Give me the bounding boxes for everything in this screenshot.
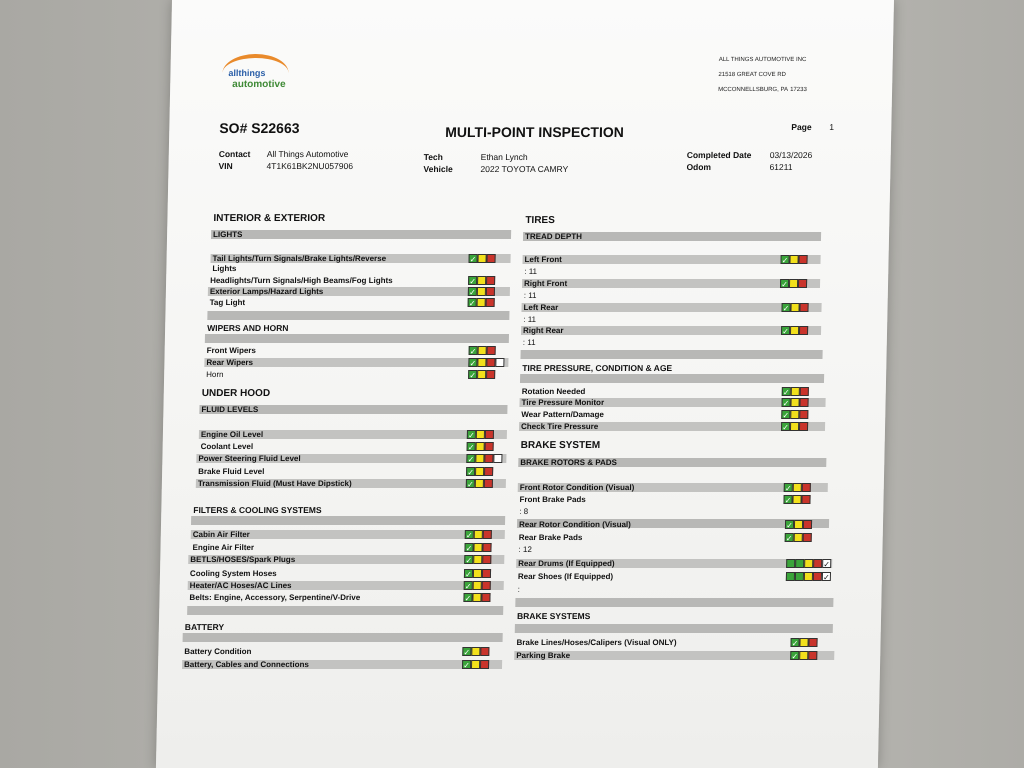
odom-value: 61211 xyxy=(769,162,793,172)
service-order-number: SO# S22663 xyxy=(219,120,300,136)
status-indicator: ✓ xyxy=(785,520,812,529)
row-rear-wipers: Rear Wipers ✓ xyxy=(204,358,508,367)
divider-bar xyxy=(515,598,833,607)
status-indicator: ✓ xyxy=(781,410,808,419)
status-indicator: ✓ xyxy=(783,495,810,504)
row-power-steering: Power Steering Fluid Level ✓ xyxy=(196,454,506,463)
status-indicator: ✓ xyxy=(786,572,831,581)
contact-label: Contact xyxy=(218,149,251,159)
company-city: MCCONNELLSBURG, PA xyxy=(718,87,789,93)
vin-label: VIN xyxy=(218,161,233,171)
section-tires: TIRES xyxy=(525,215,555,226)
inspection-sheet xyxy=(156,0,894,768)
row-front-wipers: Front Wipers ✓ xyxy=(205,346,509,355)
right-front-depth: : 11 xyxy=(523,291,537,300)
status-indicator: ✓ xyxy=(781,398,808,407)
company-logo xyxy=(222,54,293,98)
completed-date-value: 03/13/2026 xyxy=(769,150,813,160)
row-tail-lights: Tail Lights/Turn Signals/Brake Lights/Reverse ✓ xyxy=(210,254,510,263)
row-cabin-air-filter: Cabin Air Filter ✓ xyxy=(191,530,505,539)
row-battery-condition: Battery Condition ✓ xyxy=(182,647,502,656)
row-front-rotor: Front Rotor Condition (Visual) ✓ xyxy=(518,483,828,492)
status-indicator: ✓ xyxy=(464,543,491,552)
status-indicator: ✓ xyxy=(781,303,808,312)
section-brake-systems: BRAKE SYSTEMS xyxy=(516,611,591,621)
status-indicator: ✓ xyxy=(790,651,817,660)
row-right-front: Right Front ✓ xyxy=(522,279,820,288)
row-brake-lines: Brake Lines/Hoses/Calipers (Visual ONLY) ✓ xyxy=(514,638,834,647)
row-heater-ac: Heater/AC Hoses/AC Lines ✓ xyxy=(188,581,504,590)
tread-depth-bar: TREAD DEPTH xyxy=(523,232,821,241)
row-tag-light: Tag Light ✓ xyxy=(208,298,510,307)
rear-pads-value: : 12 xyxy=(518,545,532,554)
row-rear-drums: Rear Drums (If Equipped) ✓ xyxy=(516,559,832,568)
status-indicator: ✓ xyxy=(469,346,496,355)
divider-bar xyxy=(191,516,505,525)
status-indicator: ✓ xyxy=(781,422,808,431)
logo-text-1: allthings xyxy=(228,68,266,78)
status-indicator: ✓ xyxy=(785,533,812,542)
section-battery: BATTERY xyxy=(184,622,225,632)
status-indicator: ✓ xyxy=(782,387,809,396)
odom-label: Odom xyxy=(686,162,712,172)
status-indicator: ✓ xyxy=(467,430,494,439)
page-label: Page xyxy=(791,122,812,132)
row-belts-engine: Belts: Engine, Accessory, Serpentine/V-Drive ✓ xyxy=(187,593,503,602)
status-indicator: ✓ xyxy=(464,569,491,578)
status-indicator: ✓ xyxy=(786,559,831,568)
front-pads-value: : 8 xyxy=(519,507,529,516)
company-street: 21518 GREAT COVE RD xyxy=(718,72,786,78)
vin-value: 4T1K61BK2NU057906 xyxy=(266,161,354,171)
row-check-tire-pressure: Check Tire Pressure ✓ xyxy=(519,422,825,431)
status-indicator: ✓ xyxy=(780,279,807,288)
row-tire-pressure-monitor: Tire Pressure Monitor ✓ xyxy=(519,398,825,407)
status-indicator: ✓ xyxy=(468,254,495,263)
status-indicator: ✓ xyxy=(466,454,502,463)
divider-bar xyxy=(207,311,509,320)
rotors-pads-bar: BRAKE ROTORS & PADS xyxy=(518,458,826,467)
page-number: 1 xyxy=(829,122,835,132)
row-parking-brake: Parking Brake ✓ xyxy=(514,651,834,660)
tech-value: Ethan Lynch xyxy=(480,152,528,162)
row-brake-fluid: Brake Fluid Level ✓ xyxy=(196,467,506,476)
row-headlights: Headlights/Turn Signals/High Beams/Fog Lights ✓ xyxy=(208,276,510,285)
row-front-brake-pads: Front Brake Pads ✓ xyxy=(517,495,827,504)
completed-date-label: Completed Date xyxy=(686,150,752,160)
section-wipers-horn: WIPERS AND HORN xyxy=(207,323,289,333)
status-indicator: ✓ xyxy=(790,638,817,647)
company-name: ALL THINGS AUTOMOTIVE INC xyxy=(718,57,807,63)
status-indicator: ✓ xyxy=(468,358,504,367)
right-rear-depth: : 11 xyxy=(522,338,536,347)
divider-bar xyxy=(520,374,824,383)
status-indicator: ✓ xyxy=(463,593,490,602)
status-indicator: ✓ xyxy=(462,660,489,669)
page-title: MULTI-POINT INSPECTION xyxy=(445,124,625,140)
contact-value: All Things Automotive xyxy=(266,149,349,159)
section-brake-system: BRAKE SYSTEM xyxy=(520,440,601,451)
divider-bar xyxy=(183,633,503,642)
row-rear-shoes: Rear Shoes (If Equipped) ✓ xyxy=(517,572,830,582)
row-engine-oil: Engine Oil Level ✓ xyxy=(199,430,507,439)
row-wear-pattern: Wear Pattern/Damage ✓ xyxy=(519,410,825,419)
vehicle-value: 2022 TOYOTA CAMRY xyxy=(480,164,569,174)
row-right-rear: Right Rear ✓ xyxy=(521,326,821,335)
tech-label: Tech xyxy=(423,152,444,162)
left-rear-depth: : 11 xyxy=(523,315,537,324)
row-left-rear: Left Rear ✓ xyxy=(521,303,821,312)
left-front-depth: : 11 xyxy=(524,267,538,276)
row-belts-hoses-plugs: BETLS/HOSES/Spark Plugs ✓ xyxy=(188,555,504,564)
status-indicator: ✓ xyxy=(468,298,495,307)
lights-bar: LIGHTS xyxy=(211,230,511,239)
status-indicator: ✓ xyxy=(468,287,495,296)
status-indicator: ✓ xyxy=(467,442,494,451)
divider-bar xyxy=(205,334,509,343)
status-indicator: ✓ xyxy=(466,467,493,476)
rear-shoes-value: : xyxy=(517,585,520,594)
row-rear-rotor: Rear Rotor Condition (Visual) ✓ xyxy=(517,520,829,529)
row-rotation-needed: Rotation Needed ✓ xyxy=(520,387,826,396)
row-tail-lights-wrap: Lights xyxy=(212,264,237,273)
divider-bar xyxy=(520,350,822,359)
status-indicator: ✓ xyxy=(781,326,808,335)
row-engine-air-filter: Engine Air Filter ✓ xyxy=(190,543,504,552)
row-left-front: Left Front ✓ xyxy=(522,255,820,264)
row-cooling-hoses: Cooling System Hoses ✓ xyxy=(188,569,504,578)
company-zip: 17233 xyxy=(790,87,807,93)
status-indicator: ✓ xyxy=(466,479,493,488)
section-filters-cooling: FILTERS & COOLING SYSTEMS xyxy=(193,505,322,515)
status-indicator: ✓ xyxy=(468,370,495,379)
row-transmission-fluid: Transmission Fluid (Must Have Dipstick) ✓ xyxy=(196,479,506,488)
row-rear-brake-pads: Rear Brake Pads ✓ xyxy=(517,533,829,542)
fluid-levels-bar: FLUID LEVELS xyxy=(199,405,507,414)
divider-bar xyxy=(515,624,833,633)
status-indicator: ✓ xyxy=(465,530,492,539)
row-battery-cables: Battery, Cables and Connections ✓ xyxy=(182,660,502,669)
status-indicator: ✓ xyxy=(464,581,491,590)
vehicle-label: Vehicle xyxy=(423,164,453,174)
section-under-hood: UNDER HOOD xyxy=(201,388,271,399)
section-interior-exterior: INTERIOR & EXTERIOR xyxy=(213,213,326,224)
logo-text-2: automotive xyxy=(232,79,286,90)
row-coolant: Coolant Level ✓ xyxy=(199,442,507,451)
status-indicator: ✓ xyxy=(468,276,495,285)
section-tire-pressure: TIRE PRESSURE, CONDITION & AGE xyxy=(522,363,673,373)
row-exterior-lamps: Exterior Lamps/Hazard Lights ✓ xyxy=(208,287,510,296)
status-indicator: ✓ xyxy=(464,555,491,564)
row-horn: Horn ✓ xyxy=(204,370,508,379)
status-indicator: ✓ xyxy=(780,255,807,264)
status-indicator: ✓ xyxy=(784,483,811,492)
divider-bar xyxy=(187,606,503,615)
status-indicator: ✓ xyxy=(462,647,489,656)
